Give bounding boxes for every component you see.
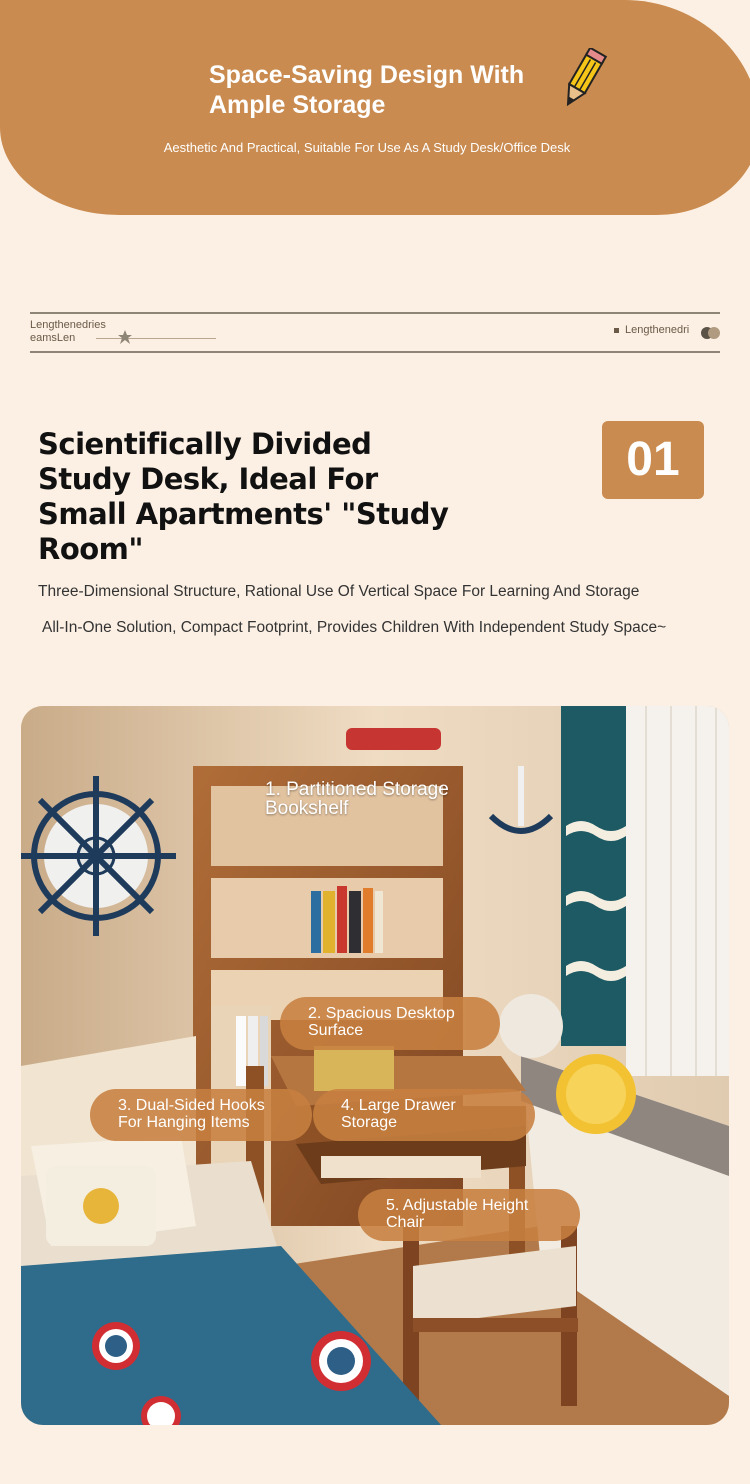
decor-left-text: Lengthenedries eamsLen: [30, 319, 106, 344]
callout-desktop: 2. Spacious Desktop Surface: [280, 997, 500, 1050]
callout-drawer: 4. Large Drawer Storage: [313, 1089, 535, 1141]
description-line-1: Three-Dimensional Structure, Rational Use Of Vertical Space For Learning And Storage: [38, 583, 640, 600]
star-icon: [118, 330, 132, 344]
decor-right: [614, 324, 689, 336]
banner-title: Space-Saving Design With Ample Storage: [209, 61, 525, 119]
decor-line: [96, 338, 216, 339]
callout-chair: 5. Adjustable Height Chair: [358, 1189, 580, 1241]
pencil-icon: [555, 48, 610, 113]
decor-right-text: Lengthenedri: [625, 324, 690, 336]
banner-subtitle: Aesthetic And Practical, Suitable For Use As A Study Desk/Office Desk: [163, 140, 571, 155]
dots-icon: [700, 326, 722, 340]
divider-bottom: [30, 351, 720, 353]
callout-bookshelf: 1. Partitioned Storage Bookshelf: [265, 779, 449, 819]
divider-top: [30, 312, 720, 314]
callout-hooks: 3. Dual-Sided Hooks For Hanging Items: [90, 1089, 312, 1141]
section-number-badge: 01: [602, 421, 704, 499]
description-line-2: All-In-One Solution, Compact Footprint, Provides Children With Independent Study Space~: [42, 619, 667, 636]
section-title: Scientifically Divided Study Desk, Ideal For Small Apartments' "Study Room": [38, 427, 449, 566]
header-banner: [0, 0, 750, 215]
